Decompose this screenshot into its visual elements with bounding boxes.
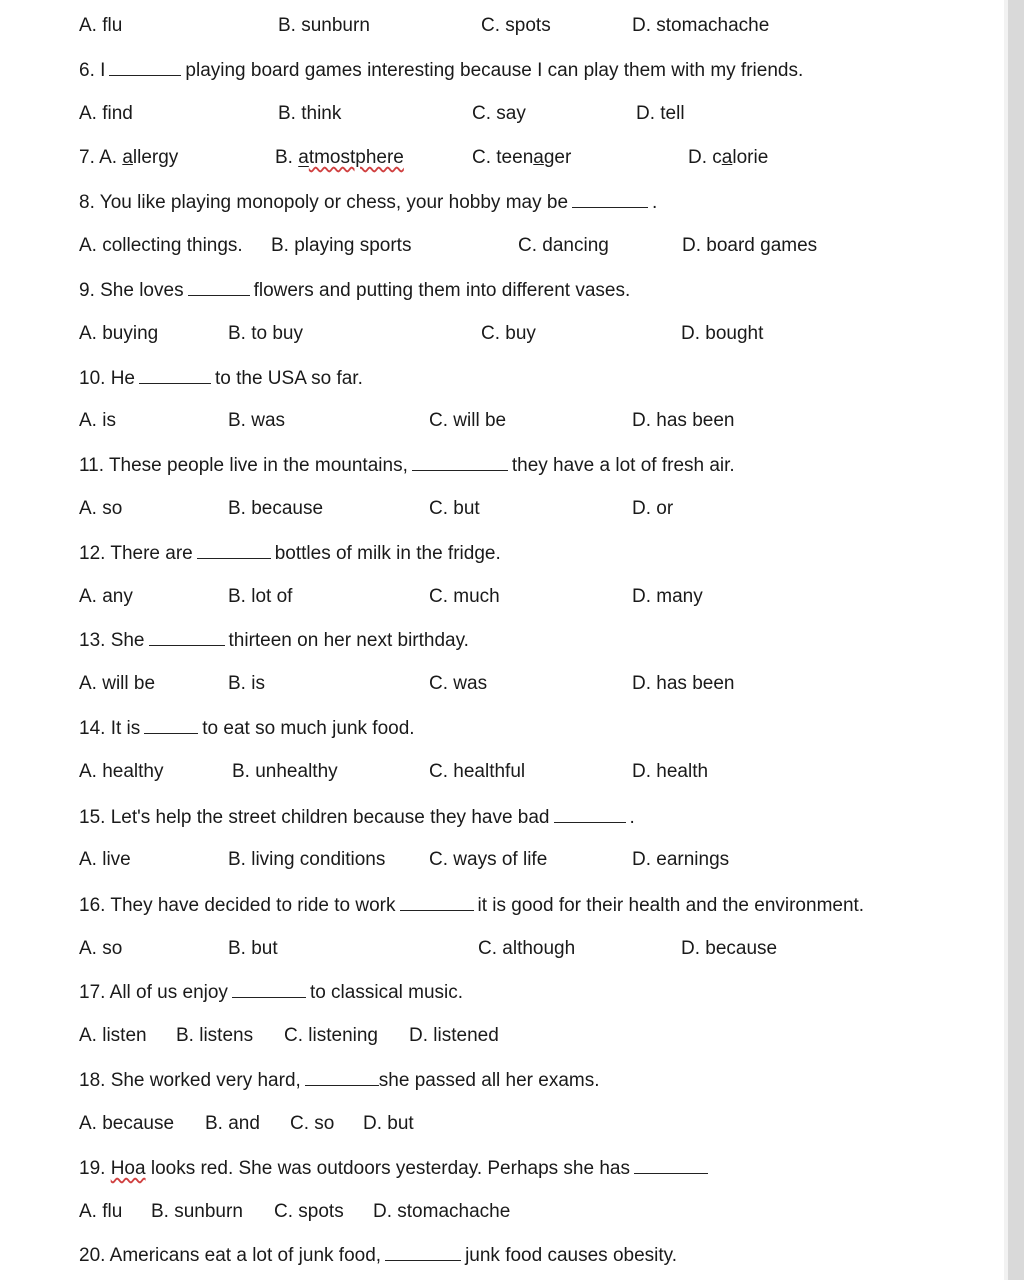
- page-edge: [1008, 0, 1024, 1280]
- option-b: B. unhealthy: [232, 761, 338, 782]
- question-text: they have a lot of fresh air.: [511, 455, 735, 476]
- question-text: 8. You like playing monopoly or chess, your hobby may be: [79, 192, 569, 213]
- option-a: A. flu: [79, 15, 123, 36]
- option-b: B. sunburn: [278, 15, 370, 36]
- question-text: to classical music.: [309, 982, 464, 1003]
- option-d: D. has been: [632, 410, 735, 431]
- question-6: [79, 58, 803, 82]
- question-12: [79, 541, 501, 565]
- question-7-option-d: D. calorie: [688, 147, 769, 168]
- answer-blank: [139, 366, 211, 384]
- option-d: D. has been: [632, 673, 735, 694]
- question-9: [79, 278, 630, 302]
- option-d: D. tell: [636, 103, 685, 124]
- option-d: D. stomachache: [632, 15, 770, 36]
- question-text: 15. Let's help the street children because they have bad: [79, 807, 550, 828]
- question-7-option-c: C. teenager: [472, 147, 572, 168]
- option-c: C. so: [290, 1113, 335, 1134]
- option-b: B. to buy: [228, 323, 303, 344]
- question-text: 18. She worked very hard,: [79, 1070, 301, 1091]
- option-c: C. healthful: [429, 761, 526, 782]
- question-10: [79, 366, 363, 390]
- option-a: A. find: [79, 103, 133, 124]
- question-text: thirteen on her next birthday.: [228, 630, 469, 651]
- option-c: C. will be: [429, 410, 507, 431]
- question-text: 13. She: [79, 630, 145, 651]
- question-text: 14. It is: [79, 718, 141, 739]
- option-a: A. healthy: [79, 761, 164, 782]
- option-a: A. live: [79, 849, 131, 870]
- option-a: A. because: [79, 1113, 175, 1134]
- question-text: she passed all her exams.: [378, 1070, 600, 1091]
- question-20: [79, 1243, 677, 1267]
- question-text: flowers and putting them into different vases.: [253, 280, 631, 301]
- question-text: bottles of milk in the fridge.: [274, 543, 501, 564]
- question-16: [79, 893, 864, 917]
- option-b: B. think: [278, 103, 342, 124]
- option-c: C. ways of life: [429, 849, 548, 870]
- answer-blank: [634, 1156, 708, 1174]
- answer-blank: [305, 1068, 379, 1086]
- name-misspelled: Hoa: [110, 1158, 146, 1179]
- option-b: B. because: [228, 498, 324, 519]
- option-a: A. flu: [79, 1201, 123, 1222]
- option-c: C. listening: [284, 1025, 378, 1046]
- option-d: D. but: [363, 1113, 414, 1134]
- answer-blank: [149, 628, 225, 646]
- question-7-option-a: 7. A. allergy: [79, 147, 179, 168]
- question-text: .: [629, 807, 635, 828]
- option-b: B. was: [228, 410, 286, 431]
- option-b: B. living conditions: [228, 849, 386, 870]
- question-text: 16. They have decided to ride to work: [79, 895, 396, 916]
- option-d: D. health: [632, 761, 709, 782]
- question-15: [79, 805, 635, 829]
- answer-blank: [412, 453, 508, 471]
- option-a: A. any: [79, 586, 133, 607]
- option-c: C. spots: [481, 15, 551, 36]
- option-b: B. is: [228, 673, 265, 694]
- underlined-letter: a: [122, 147, 133, 168]
- question-text: looks red. She was outdoors yesterday. Perhaps she has: [150, 1158, 630, 1179]
- answer-blank: [385, 1243, 461, 1261]
- question-text: 6. I: [79, 60, 106, 81]
- option-a: A. will be: [79, 673, 156, 694]
- question-text: 9. She loves: [79, 280, 184, 301]
- option-b: B. playing sports: [271, 235, 412, 256]
- question-13: [79, 628, 469, 652]
- underlined-letter: a: [721, 147, 733, 168]
- option-d: D. many: [632, 586, 703, 607]
- option-a: A. so: [79, 498, 123, 519]
- option-b: B. but: [228, 938, 278, 959]
- answer-blank: [109, 58, 181, 76]
- answer-blank: [144, 716, 198, 734]
- answer-blank: [572, 190, 648, 208]
- option-b: B. lot of: [228, 586, 293, 607]
- option-c: C. dancing: [518, 235, 609, 256]
- option-d: D. earnings: [632, 849, 730, 870]
- underlined-letter: a: [533, 147, 544, 168]
- underlined-letter: a: [298, 147, 309, 168]
- question-11: [79, 453, 735, 477]
- option-c: C. say: [472, 103, 526, 124]
- option-c: C. but: [429, 498, 480, 519]
- option-d: D. or: [632, 498, 674, 519]
- question-text: 17. All of us enjoy: [79, 982, 228, 1003]
- question-7-option-b: B. atmostphere: [275, 147, 404, 168]
- option-d: D. bought: [681, 323, 764, 344]
- question-text: 10. He: [79, 368, 135, 389]
- option-d: D. stomachache: [373, 1201, 511, 1222]
- question-8: [79, 190, 657, 214]
- option-d: D. board games: [682, 235, 818, 256]
- option-a: A. is: [79, 410, 116, 431]
- question-text: 12. There are: [79, 543, 193, 564]
- option-d: D. because: [681, 938, 778, 959]
- option-a: A. collecting things.: [79, 235, 243, 256]
- answer-blank: [554, 805, 626, 823]
- option-c: C. although: [478, 938, 576, 959]
- option-c: C. much: [429, 586, 500, 607]
- question-text: junk food causes obesity.: [465, 1245, 678, 1266]
- option-b: B. listens: [176, 1025, 254, 1046]
- question-text: to the USA so far.: [214, 368, 363, 389]
- option-c: C. was: [429, 673, 488, 694]
- question-18: [79, 1068, 600, 1092]
- option-a: A. listen: [79, 1025, 147, 1046]
- option-a: A. so: [79, 938, 123, 959]
- question-text: to eat so much junk food.: [202, 718, 415, 739]
- answer-blank: [197, 541, 271, 559]
- option-b: B. sunburn: [151, 1201, 243, 1222]
- question-text: it is good for their health and the environment.: [477, 895, 865, 916]
- option-a: A. buying: [79, 323, 159, 344]
- question-text: 20. Americans eat a lot of junk food,: [79, 1245, 382, 1266]
- option-d: D. listened: [409, 1025, 499, 1046]
- option-b: B. and: [205, 1113, 260, 1134]
- answer-blank: [232, 980, 306, 998]
- question-19: 19. Hoa looks red. She was outdoors yesterday. Perhaps she has: [79, 1156, 712, 1180]
- question-17: [79, 980, 463, 1004]
- answer-blank: [400, 893, 474, 911]
- answer-blank: [188, 278, 250, 296]
- question-text: playing board games interesting because I can play them with my friends.: [185, 60, 804, 81]
- question-text: .: [652, 192, 658, 213]
- option-c: C. buy: [481, 323, 536, 344]
- option-c: C. spots: [274, 1201, 344, 1222]
- question-14: [79, 716, 415, 740]
- question-text: 11. These people live in the mountains,: [79, 455, 408, 476]
